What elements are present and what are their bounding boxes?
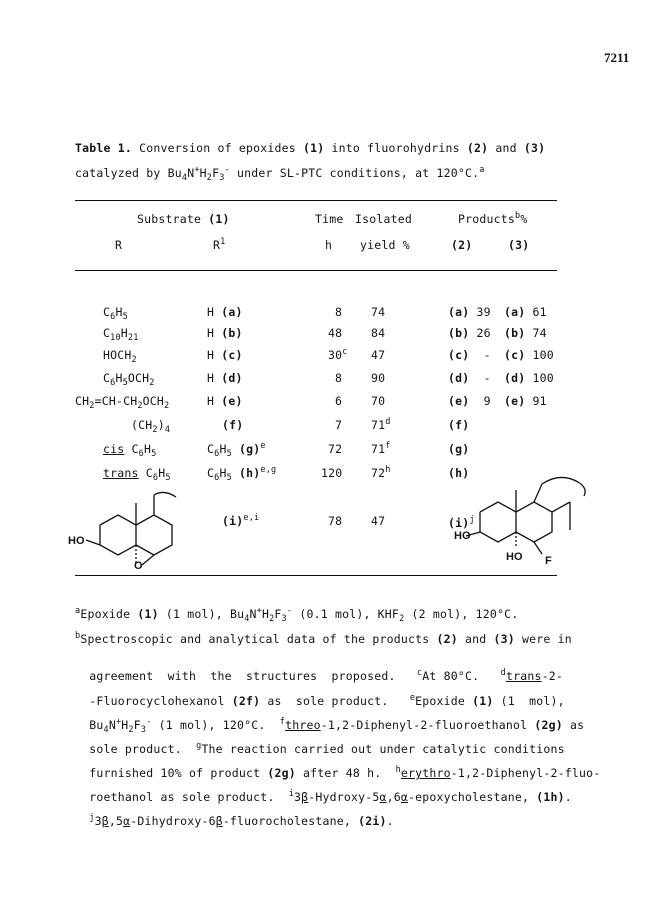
header-products: Products$^b$% [458, 211, 528, 226]
yield-b: 84 [371, 326, 386, 340]
ho-left-label: HO [68, 535, 85, 547]
time-e: 6 [335, 394, 343, 408]
header-p2: (2) [451, 238, 473, 252]
footnote-line-9: $^j$3β,5α-Dihydroxy-6β-fluorocholestane, (2i). [89, 813, 394, 828]
p2-d: (d) - [448, 371, 491, 385]
p2-h: (h) [448, 466, 470, 480]
r1-a: H (a) [207, 305, 243, 319]
footnote-line-5: $Bu_4N^+H_2F_3^-$ (1 mol), 120°C. $^f$threo-1,2-Diphenyl-2-fluoroethanol (2g) as [89, 717, 585, 735]
ho-right-label: HO [454, 530, 471, 542]
steroid-fluorohydrin-structure [460, 470, 610, 565]
p3-c: (c) 100 [504, 348, 554, 362]
time-b: 48 [328, 326, 343, 340]
r-d: $C_6H_5OCH_2$ [103, 371, 155, 388]
header-rule [75, 270, 557, 271]
table-top-rule [75, 200, 557, 201]
yield-a: 74 [371, 305, 386, 319]
r-g: cis $C_6H_5$ [103, 442, 157, 459]
footnote-line-3: agreement with the structures proposed. $^c$At 80°C. $^d$trans-2- [89, 668, 563, 683]
table-caption-line-2: catalyzed by $Bu_4N^+H_2F_3^-$ under SL-PTC conditions, at 120°C.$^a$ [75, 165, 485, 183]
header-r1: $R^1$ [213, 237, 226, 252]
table-caption-line-1: Table 1. Conversion of epoxides (1) into fluorohydrins (2) and (3) [75, 141, 546, 155]
header-r: R [115, 238, 123, 252]
r1-f: (f) [222, 418, 244, 432]
p3-a: (a) 61 [504, 305, 547, 319]
ho-bottom-label: HO [506, 551, 523, 563]
p3-d: (d) 100 [504, 371, 554, 385]
r1-c: H (c) [207, 348, 243, 362]
p2-a: (a) 39 [448, 305, 491, 319]
r-a: $C_6H_5$ [103, 305, 128, 322]
r-f: $(CH_2)_4$ [131, 418, 171, 435]
header-time: Time [315, 212, 344, 226]
footnote-a: $^a$Epoxide (1) (1 mol), $Bu_4N^+H_2F_3^-$ (0.1 mol), $KHF_2$ (2 mol), 120°C. [75, 606, 519, 624]
yield-h: 72$^h$ [371, 465, 391, 480]
p2-e: (e) 9 [448, 394, 491, 408]
r-b: $C_{10}H_{21}$ [103, 326, 139, 343]
footnote-line-7: furnished 10% of product (2g) after 48 h. $^h$erythro-1,2-Diphenyl-2-fluo- [89, 765, 601, 780]
time-a: 8 [335, 305, 343, 319]
r1-g: $C_6H_5$ $(g)^e$ [207, 441, 266, 459]
r1-d: H (d) [207, 371, 243, 385]
p2-c: (c) - [448, 348, 491, 362]
r-c: $HOCH_2$ [103, 348, 137, 365]
header-yield: yield % [360, 238, 410, 252]
footnote-line-4: -Fluorocyclohexanol (2f) as sole product. $^e$Epoxide (1) (1 mol), [89, 693, 565, 708]
p3-e: (e) 91 [504, 394, 547, 408]
yield-i: 47 [371, 514, 386, 528]
yield-c: 47 [371, 348, 386, 362]
yield-g: 71$^f$ [371, 441, 391, 456]
r1-i: $(i)^{e,i}$ [222, 513, 260, 528]
p2-g: (g) [448, 442, 470, 456]
r1-b: H (b) [207, 326, 243, 340]
time-c: 30$^c$ [328, 347, 348, 362]
page-number: 7211 [604, 50, 630, 65]
table-bottom-rule [75, 575, 557, 576]
table-label: Table 1. [75, 141, 132, 155]
yield-d: 90 [371, 371, 386, 385]
r-e: $CH_2=CH-CH_2OCH_2$ [75, 394, 170, 411]
footnote-line-8: roethanol as sole product. $^i$3β-Hydroxy-5α,6α-epoxycholestane, (1h). [89, 789, 572, 804]
fluorine-label: F [545, 555, 552, 567]
header-isolated: Isolated [355, 212, 412, 226]
p3-b: (b) 74 [504, 326, 547, 340]
time-d: 8 [335, 371, 343, 385]
p2-b: (b) 26 [448, 326, 491, 340]
footnote-b: $^b$Spectroscopic and analytical data of the products (2) and (3) were in [75, 631, 572, 646]
time-g: 72 [328, 442, 343, 456]
time-h: 120 [321, 466, 343, 480]
r-h: trans $C_6H_5$ [103, 466, 171, 483]
header-h: h [325, 238, 333, 252]
time-i: 78 [328, 514, 343, 528]
header-substrate: Substrate (1) [137, 212, 230, 226]
footnote-line-6: sole product. $^g$The reaction carried out under catalytic conditions [89, 741, 565, 756]
yield-f: 71$^d$ [371, 417, 391, 432]
p2-f: (f) [448, 418, 470, 432]
epoxide-o-label: O [134, 560, 143, 572]
r1-e: H (e) [207, 394, 243, 408]
time-f: 7 [335, 418, 343, 432]
yield-e: 70 [371, 394, 386, 408]
header-p3: (3) [508, 238, 530, 252]
p2-i: $(i)^j$ [448, 515, 475, 530]
r1-h: $C_6H_5$ $(h)^{e,g}$ [207, 465, 277, 483]
